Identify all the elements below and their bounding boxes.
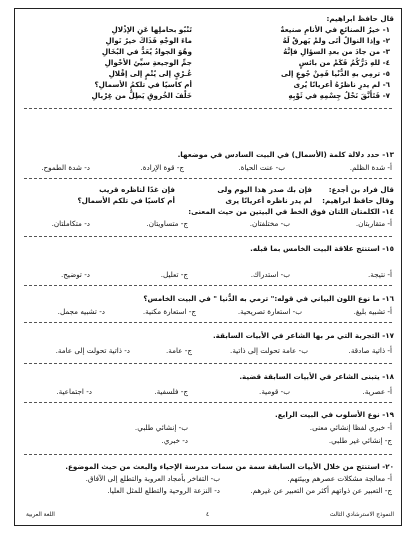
poem-verse-3-first: ٣- من جادَ من بعدِ السؤالِ فإنَّهُ bbox=[283, 47, 390, 56]
option-c[interactable]: ج- تعليل. bbox=[160, 270, 188, 279]
option-a[interactable]: أ- ذاتية صادقة. bbox=[348, 346, 392, 355]
option-b[interactable]: ب- مختلفتان. bbox=[249, 219, 290, 228]
option-b[interactable]: ب- عنت الحياة. bbox=[238, 163, 285, 172]
option-a[interactable]: أ- متقاربتان. bbox=[355, 219, 392, 228]
option-d[interactable]: د- ذاتية تحولت إلى عامة. bbox=[55, 346, 130, 355]
option-d[interactable]: د- تشبيه مجمل. bbox=[57, 307, 105, 316]
q14-context-1-intro: قال فراد بن أجدع: bbox=[328, 185, 394, 194]
question-stem: ١٩- نوع الأسلوب في البيت الرابع. bbox=[275, 410, 394, 419]
option-a[interactable]: أ- تشبيه بليغ. bbox=[353, 307, 392, 316]
question-stem: ١٥- استنتج علاقة البيت الخامس بما قبله. bbox=[250, 244, 394, 253]
divider bbox=[24, 236, 392, 237]
option-a[interactable]: أ- خبري لفظا إنشائي معنى. bbox=[309, 423, 392, 432]
poet-intro: قال حافظ ابراهيم: bbox=[326, 14, 394, 23]
option-a[interactable]: أ- شدة الظلم. bbox=[349, 163, 392, 172]
divider bbox=[24, 108, 392, 109]
option-d[interactable]: د- النزعة الروحية والتطلع للمثل العليا. bbox=[107, 486, 220, 495]
option-c[interactable]: ج- التعبير عن ذواتهم أكثر من التعبير عن غيرهم. bbox=[250, 486, 392, 495]
divider bbox=[24, 322, 392, 323]
option-d[interactable]: د- اجتماعية. bbox=[56, 387, 92, 396]
option-c[interactable]: ج- قوة الإرادة. bbox=[140, 163, 184, 172]
poem-verse-7-second: خَلْفَ الخُروقِ يَطِلُّ من غِرْبالِ bbox=[91, 91, 192, 100]
poem-verse-4-second: جمِّ الوجيعةِ سيِّئِ الأحْوالِ bbox=[104, 58, 192, 67]
q14-context-1-first: فإن بك صدر هذا اليوم ولى bbox=[217, 185, 312, 194]
footer-model-label: النموذج الاسترشادي الثالث bbox=[329, 512, 394, 518]
poem-verse-5-second: عُـرْيٍ إلى يُتْمٍ إلى إقْلالِ bbox=[108, 69, 192, 78]
option-a[interactable]: أ- معالجة مشكلات عصرهم وبيئتهم. bbox=[287, 474, 392, 483]
option-b[interactable]: ب- استدراك. bbox=[250, 270, 290, 279]
poem-verse-4-first: ٤- للهِ دَرُّكُمُ فَكَمْ من بائسٍ bbox=[298, 58, 390, 67]
option-c[interactable]: ج- إنشائي غير طلبي. bbox=[328, 436, 392, 445]
poem-verse-3-second: وهُوَ الجوادُ يُعَدُّ في البُخَالِ bbox=[101, 47, 192, 56]
divider bbox=[24, 402, 392, 403]
divider bbox=[24, 454, 392, 455]
q14-context-2-first: لم يدر ناظره أعريانًا يرى bbox=[225, 196, 312, 205]
option-b[interactable]: ب- استعارة تصريحية. bbox=[237, 307, 302, 316]
option-d[interactable]: د- متكاملتان. bbox=[51, 219, 90, 228]
divider bbox=[24, 363, 392, 364]
option-c[interactable]: ج- متساويتان. bbox=[146, 219, 188, 228]
poem-verse-2-first: ٢- وإذا النوالُ أتَى ولمْ يَهرقْ لَهُ bbox=[282, 36, 390, 45]
poem-verse-1-first: ١- خيرُ الصنائعِ في الأنامِ صنيعةٌ bbox=[280, 25, 390, 34]
question-stem: ١٤- الكلمتان اللتان فوق الخط في البيتين من حيث المعنى: bbox=[188, 207, 394, 216]
page-number: ٤ bbox=[206, 512, 210, 518]
option-b[interactable]: ب- قومية. bbox=[259, 387, 290, 396]
divider bbox=[24, 178, 392, 179]
question-stem: ٢٠- استنتج من خلال الأبيات السابقة سمة من سمات مدرسة الإحياء والبعث من حيث الموضوع. bbox=[65, 462, 394, 471]
option-a[interactable]: أ- نتيجة. bbox=[368, 270, 392, 279]
option-c[interactable]: ج- عامة. bbox=[166, 346, 192, 355]
option-b[interactable]: ب- عامة تحولت إلى ذاتية. bbox=[230, 346, 308, 355]
option-d[interactable]: د- توضيح. bbox=[61, 270, 90, 279]
question-stem: ١٨- يتبنى الشاعر في الأبيات السابقة قضية. bbox=[239, 372, 394, 381]
option-a[interactable]: أ- عصرية. bbox=[362, 387, 392, 396]
question-stem: ١٧- التجربة التي مر بها الشاعر في الأبيات السابقة. bbox=[212, 331, 394, 340]
option-d[interactable]: د- خبري. bbox=[161, 436, 188, 445]
poem-verse-6-first: ٦- لم يدرِ ناظرُهُ أعريانًا يُرى bbox=[293, 80, 390, 89]
poem-verse-1-second: تَنْبُو بحاملِها عَنِ الإذْلالِ bbox=[111, 25, 192, 34]
question-stem: ١٣- حدد دلالة كلمة (الأسمال) في البيت السادس في موضعها. bbox=[177, 150, 394, 159]
poem-verse-7-first: ٧- فَتَأَنَّقَ نَحْلُ جِسْمِهِ في ثَوْبِهِ bbox=[288, 91, 390, 100]
divider bbox=[24, 285, 392, 286]
poem-verse-6-second: أم كاسيًا في تلكمُ الأسمالِ؟ bbox=[94, 80, 192, 89]
option-b[interactable]: ب- إنشائي طلبي. bbox=[134, 423, 188, 432]
q14-context-2-second: أم كاسيًا في تلكم الأسمال؟ bbox=[77, 196, 175, 205]
option-b[interactable]: ب- التفاخر بأمجاد العروبة والتطلع إلى الآفاق. bbox=[85, 474, 220, 483]
poem-verse-5-first: ٥- ترمِي بهِ الدُّنْيا فَمِنْ جُوعٍ إلى bbox=[280, 69, 390, 78]
option-c[interactable]: ج- فلسفية. bbox=[154, 387, 188, 396]
option-c[interactable]: ج- استعارة مكنية. bbox=[142, 307, 196, 316]
question-stem: ١٦- ما نوع اللون البياني في قوله:" ترمي به الدُّنيا " في البيت الخامس؟ bbox=[143, 294, 394, 303]
option-d[interactable]: د- شدة الطموح. bbox=[41, 163, 90, 172]
q14-context-2-intro: وقال حافظ ابراهيم: bbox=[322, 196, 394, 205]
q14-context-1-second: فإن غدًا لناظره قريب bbox=[99, 185, 175, 194]
poem-verse-2-second: ماءَ الوجْهِ فَذَاكَ خيرُ نَوالِ bbox=[105, 36, 192, 45]
footer-subject: اللغة العربية bbox=[26, 512, 55, 518]
